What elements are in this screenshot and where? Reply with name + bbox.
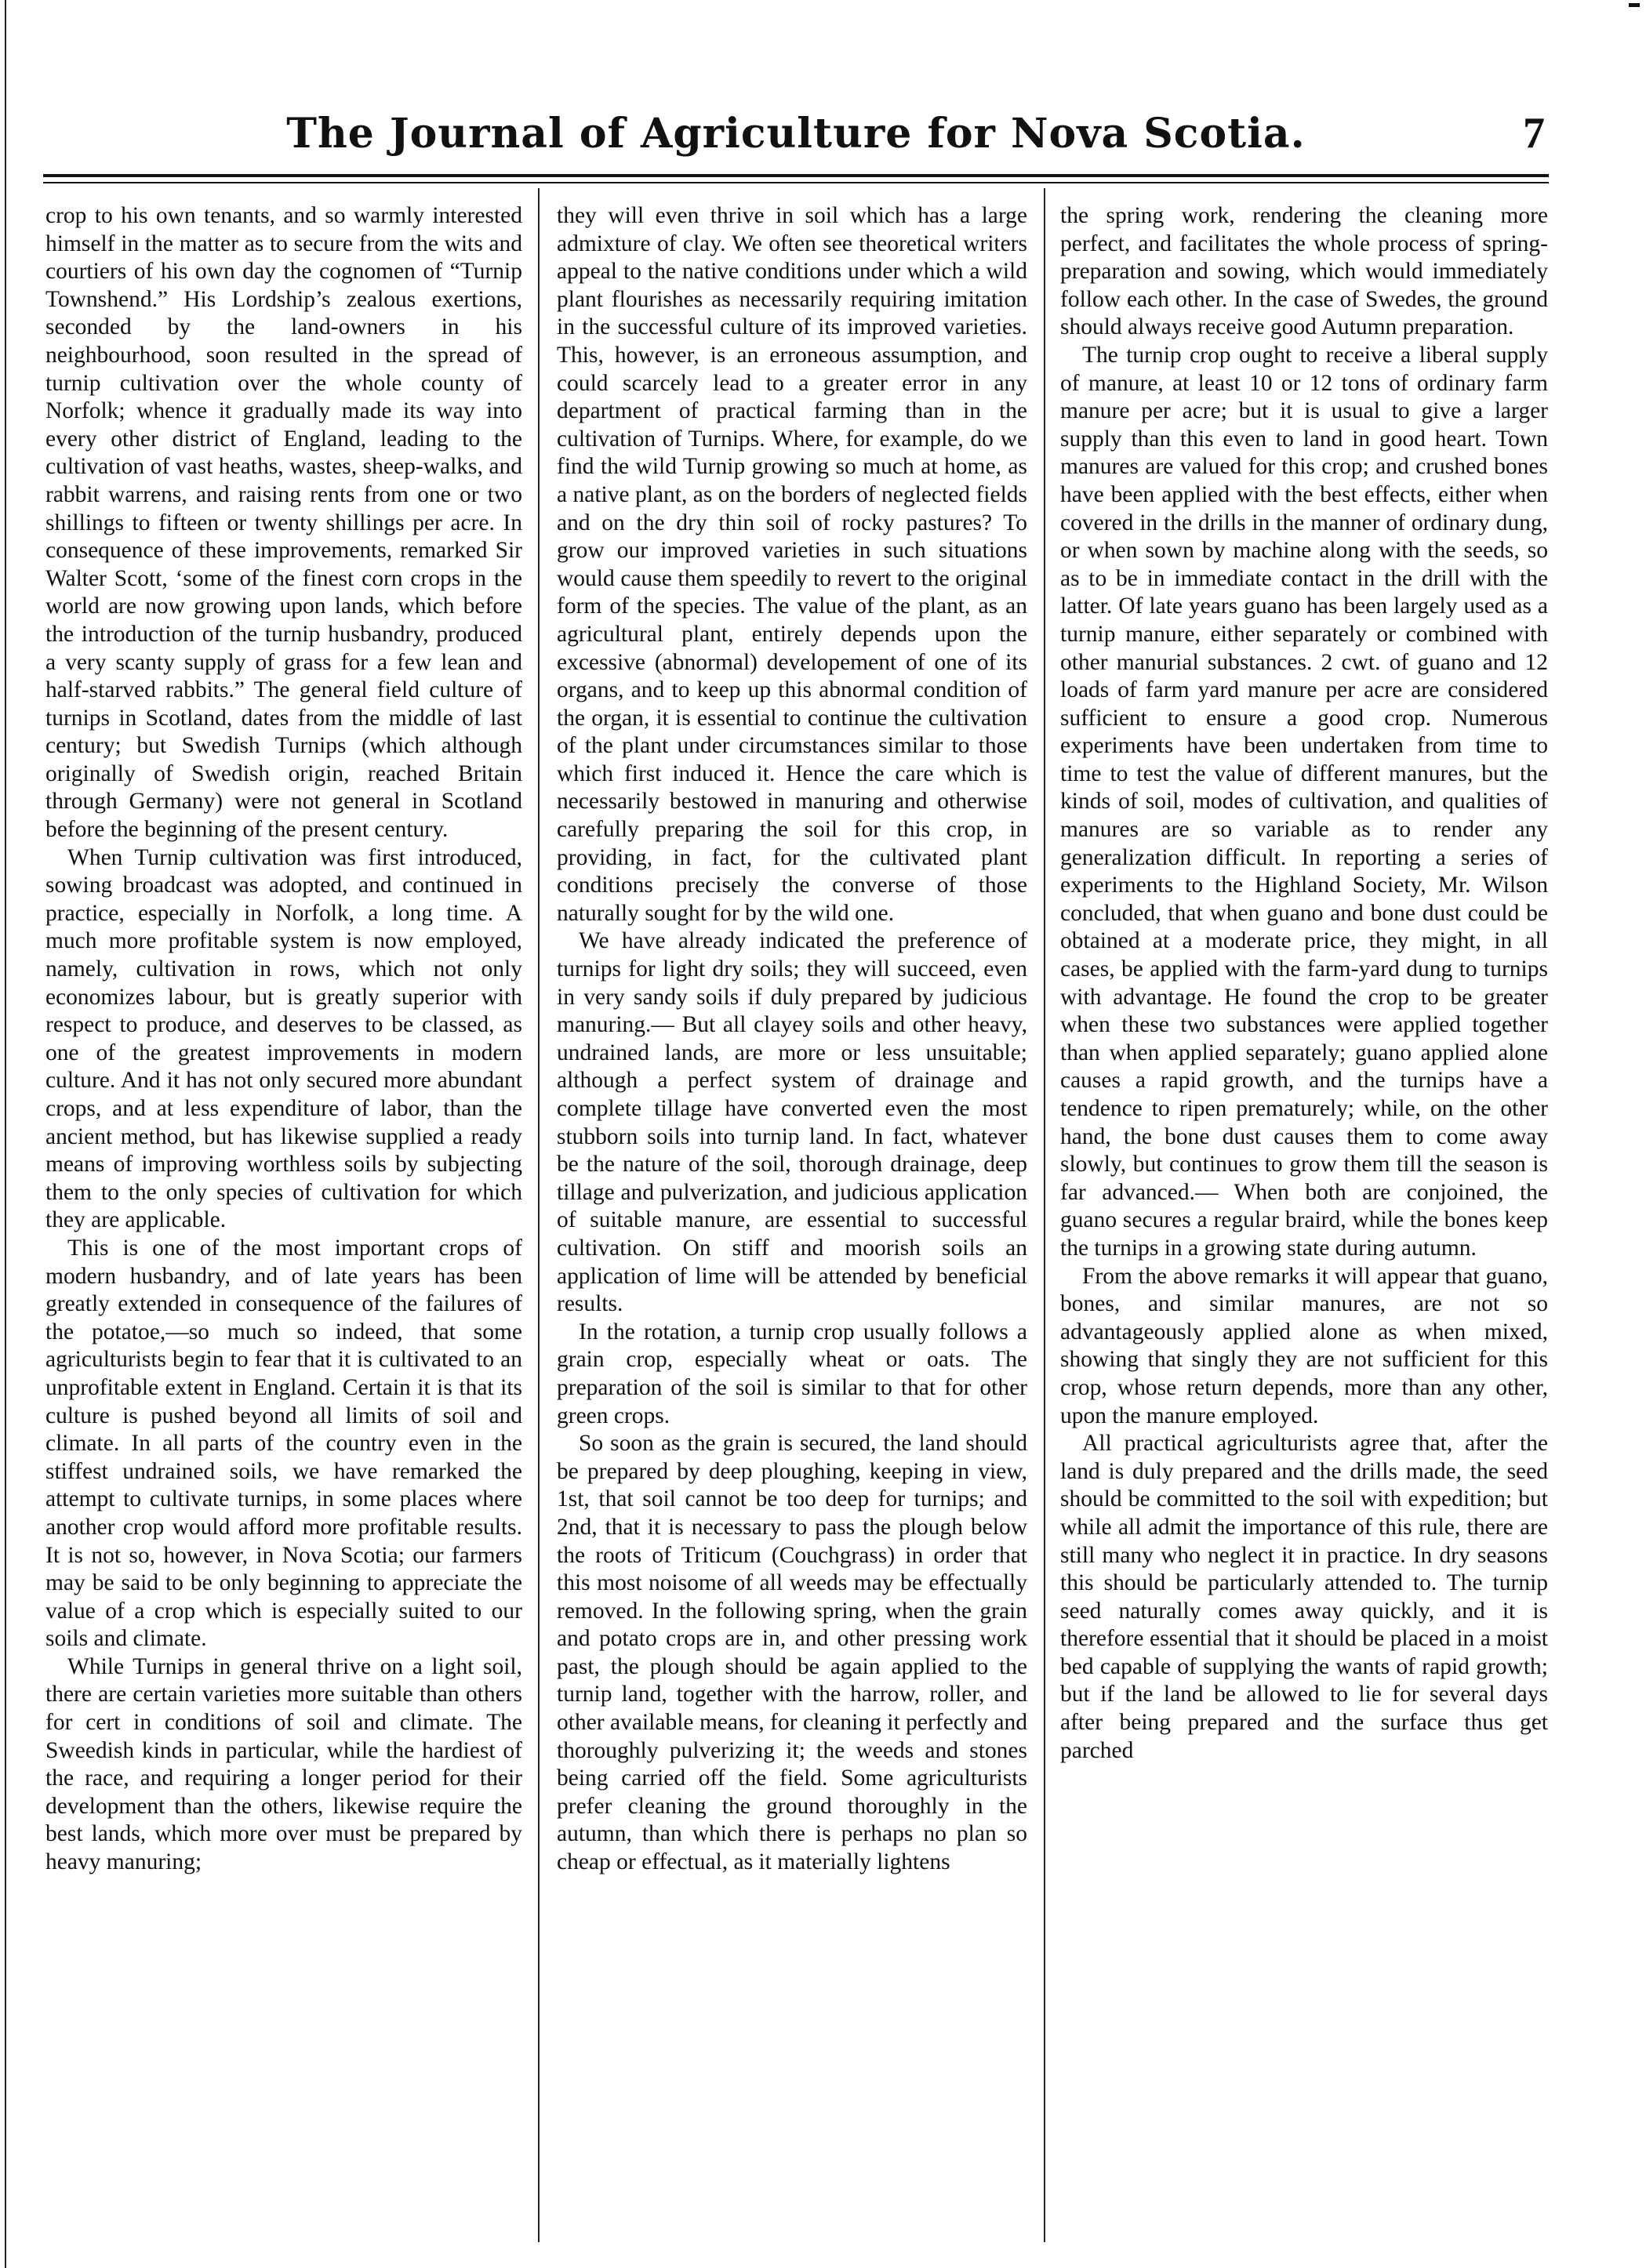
column-1	[45, 202, 522, 2250]
page-number: 7	[1523, 109, 1545, 158]
paragraph: they will even thrive in soil which has a large admixture of clay. We often see theoretical writers appeal to the native conditions under which a wild plant flourishes as necessarily requiring imitation in the successful culture of its improved varieties. This, however, is an erroneous assumption, and could scarcely lead to a greater error in any department of practical farming than in the cultivation of Turnips. Where, for example, do we find the wild Turnip growing so much at home, as a native plant, as on the borders of neglected fields and on the dry thin soil of rocky pastures? To grow our improved varieties in such situations would cause them speedily to revert to the original form of the species. The value of the plant, as an agricultural plant, entirely depends upon the excessive (abnormal) developement of one of its organs, and to keep up this abnormal condition of the organ, it is essential to continue the cultivation of the plant under circumstances similar to those which first induced it. Hence the care which is necessarily bestowed in manuring and otherwise carefully preparing the soil for this crop, in providing, in fact, for the cultivated plant conditions precisely the converse of those naturally sought for by the wild one.	[557, 203, 1027, 926]
page-header	[47, 94, 1545, 165]
paragraph: While Turnips in general thrive on a light soil, there are certain varieties more suitable than others for cert in conditions of soil and climate. The Sweedish kinds in particular, while the hardiest of the race, and requiring a longer period for their development than the others, likewise require the best lands, which more over must be prepared by heavy manuring;	[45, 1653, 522, 1875]
paragraph: So soon as the grain is secured, the land should be prepared by deep ploughing, keeping in view, 1st, that soil cannot be too deep for turnips; and 2nd, that it is necessary to pass the plough below the roots of Triticum (Couchgrass) in order that this most noisome of all weeds may be effectually removed. In the following spring, when the grain and potato crops are in, and other pressing work past, the plough should be again applied to the turnip land, together with the harrow, roller, and other available means, for cleaning it perfectly and thoroughly pulverizing it; the weeds and stones being carried off the field. Some agriculturists prefer cleaning the ground thoroughly in the autumn, than which there is perhaps no plan so cheap or effectual, as it materially lightens	[557, 1431, 1027, 1875]
paragraph: crop to his own tenants, and so warmly interested himself in the matter as to secure from the wits and courtiers of his own day the cognomen of “Turnip Townshend.” His Lordship’s zealous exertions, seconded by the land-owners in his neighbourhood, soon resulted in the spread of turnip cultivation over the whole county of Norfolk; whence it gradually made its way into every other district of England, leading to the cultivation of vast heaths, wastes, sheep-walks, and rabbit warrens, and raising rents from one or two shillings to fifteen or twenty shillings per acre. In consequence of these improvements, remarked Sir Walter Scott, ‘some of the finest corn crops in the world are now growing upon lands, which before the introduction of the turnip husbandry, produced a very scanty supply of grass for a few lean and half-starved rabbits.” The general field culture of turnips in Scotland, dates from the middle of last century; but Swedish Turnips (which although originally of Swedish origin, reached Britain through Germany) were not general in Scotland before the beginning of the present century.	[45, 203, 522, 843]
journal-title: The Journal of Agriculture for Nova Scotia.	[286, 110, 1306, 158]
paragraph: This is one of the most important crops of modern husbandry, and of late years has been greatly extended in consequence of the failures of the potatoe,—so much so indeed, that some agriculturists begin to fear that it is cultivated to an unprofitable extent in England. Certain it is that its culture is pushed beyond all limits of soil and climate. In all parts of the country even in the stiffest undrained soils, we have remarked the attempt to cultivate turnips, in some places where another crop would afford more profitable results. It is not so, however, in Nova Scotia; our farmers may be said to be only beginning to appreciate the value of a crop which is especially suited to our soils and climate.	[45, 1235, 522, 1652]
paragraph: All practical agriculturists agree that, after the land is duly prepared and the drills made, the seed should be committed to the soil with expedition; but while all admit the importance of this rule, there are still many who neglect it in practice. In dry seasons this should be particularly attended to. The turnip seed naturally comes away quickly, and it is therefore essential that it should be placed in a moist bed capable of supplying the wants of rapid growth; but if the land be allowed to lie for several days after being prepared and the surface thus get parched	[1060, 1431, 1548, 1763]
paragraph: We have already indicated the preference of turnips for light dry soils; they will succeed, even in very sandy soils if duly prepared by judicious manuring.— But all clayey soils and other heavy, undrained lands, are more or less unsuitable; although a perfect system of drainage and complete tillage have converted even the most stubborn soils into turnip land. In fact, whatever be the nature of the soil, thorough drainage, deep tillage and pulverization, and judicious application of suitable manure, are essential to successful cultivation. On stiff and moorish soils an application of lime will be attended by beneficial results.	[557, 928, 1027, 1317]
paragraph: In the rotation, a turnip crop usually follows a grain crop, especially wheat or oats. The preparation of the soil is similar to that for other green crops.	[557, 1319, 1027, 1428]
column-divider	[538, 188, 540, 2242]
paragraph: the spring work, rendering the cleaning more perfect, and facilitates the whole process of spring-preparation and sowing, which would immediately follow each other. In the case of Swedes, the ground should always receive good Autumn preparation.	[1060, 203, 1548, 340]
paragraph: The turnip crop ought to receive a liberal supply of manure, at least 10 or 12 tons of ordinary farm manure per acre; but it is usual to give a larger supply than this even to land in good heart. Town manures are valued for this crop; and crushed bones have been applied with the best effects, either when covered in the drills in the manner of ordinary dung, or when sown by machine along with the seeds, so as to be in immediate contact in the drill with the latter. Of late years guano has been largely used as a turnip manure, either separately or combined with other manurial substances. 2 cwt. of guano and 12 loads of farm yard manure per acre are considered sufficient to ensure a good crop. Numerous experiments have been undertaken from time to time to test the value of different manures, but the kinds of soil, modes of cultivation, and qualities of manures are so variable as to render any generalization difficult. In reporting a series of experiments to the Highland Society, Mr. Wilson concluded, that when guano and bone dust could be obtained at a moderate price, they might, in all cases, be applied with the farm-yard dung to turnips with advantage. He found the crop to be greater when these two substances were applied together than when applied separately; guano applied alone causes a rapid growth, and the turnips have a tendence to ripen prematurely; while, on the other hand, the bone dust causes them to come away slowly, but continues to grow them till the season is far advanced.— When both are conjoined, the guano secures a regular braird, while the bones keep the turnips in a growing state during autumn.	[1060, 342, 1548, 1261]
header-rule	[43, 174, 1549, 177]
header-rule-thin	[43, 182, 1549, 183]
column-2	[557, 202, 1027, 2250]
paragraph: When Turnip cultivation was first introduced, sowing broadcast was adopted, and continued in practice, especially in Norfolk, a long time. A much more profitable system is now employed, namely, cultivation in rows, which not only economizes labour, but is greatly superior with respect to produce, and deserves to be classed, as one of the greatest improvements in modern culture. And it has not only secured more abundant crops, and at less expenditure of labor, than the ancient method, but has likewise supplied a ready means of improving worthless soils by subjecting them to the only species of cultivation for which they are applicable.	[45, 844, 522, 1233]
column-3	[1060, 202, 1548, 2250]
page-edge-line	[5, 0, 6, 2268]
paragraph: From the above remarks it will appear that guano, bones, and similar manures, are not so advantageously applied alone as when mixed, showing that singly they are not sufficient for this crop, whose return depends, more than any other, upon the manure employed.	[1060, 1263, 1548, 1428]
corner-mark	[1629, 3, 1640, 7]
column-divider	[1044, 188, 1045, 2242]
